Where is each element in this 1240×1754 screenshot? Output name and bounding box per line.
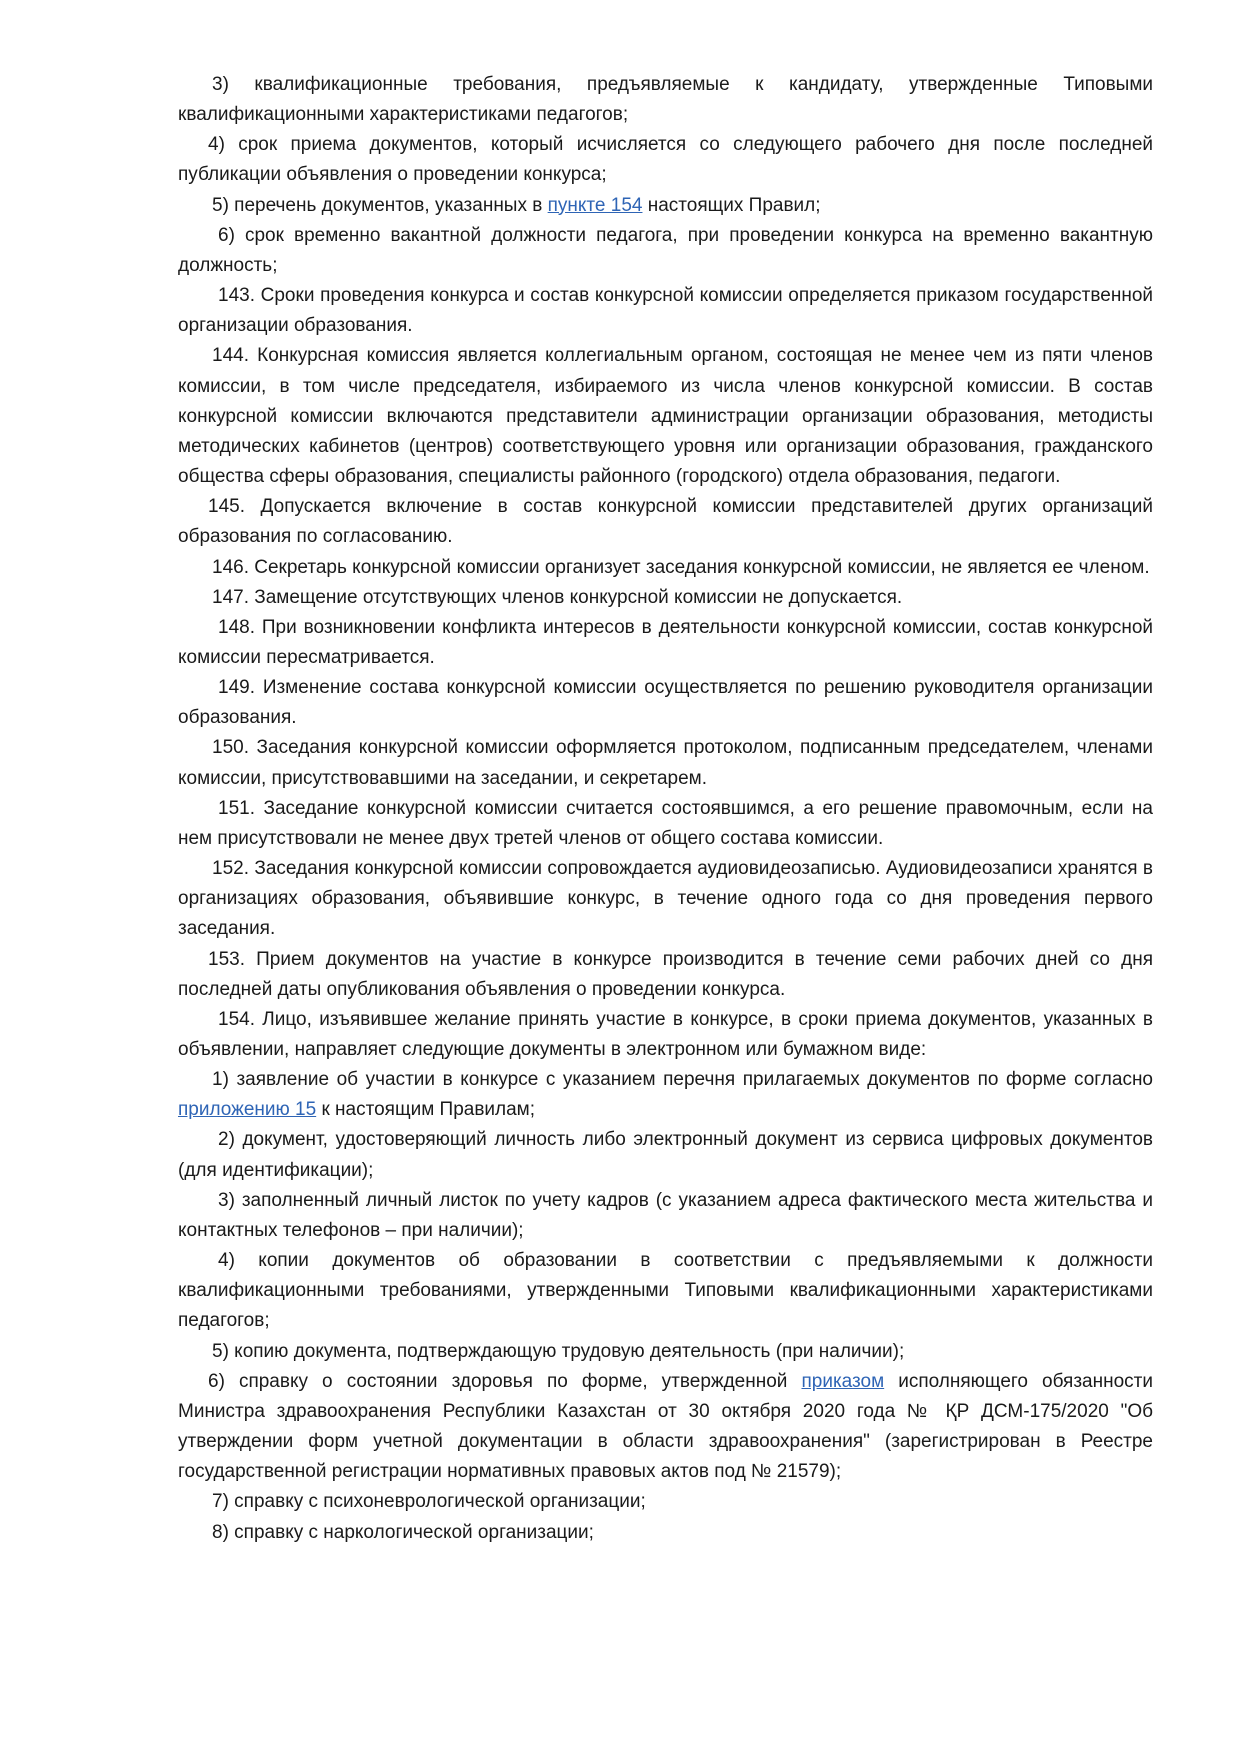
document-item-5: 5) копию документа, подтверждающую трудовую деятельность (при наличии); [212,1340,905,1362]
document-item-8: 8) справку с наркологической организации; [212,1521,594,1543]
document-item-6-text-after: исполняющего обязанности Министра здравоохранения Республики Казахстан от 30 октября 2020 года № ҚР ДСМ-175/2020 "Об утверждении форм учетной документации в области здравоохранения" (зарегистрирован в Реестре государственной регистрации нормативных правовых актов под № 21579); [178,1370,1153,1483]
clause-153: 153. Прием документов на участие в конкурсе производится в течение семи рабочих дней со дня последней даты опубликования объявления о проведении конкурса. [178,948,1153,1000]
clause-143: 143. Сроки проведения конкурса и состав конкурсной комиссии определяется приказом государственной организации образования. [178,285,1153,337]
document-item-3: 3) заполненный личный листок по учету кадров (с указанием адреса фактического места жительства и контактных телефонов – при наличии); [178,1189,1153,1241]
list-item-6: 6) срок временно вакантной должности педагога, при проведении конкурса на временно вакантную должность; [178,224,1153,276]
document-body [178,70,1153,1548]
clause-148: 148. При возникновении конфликта интересов в деятельности конкурсной комиссии, состав конкурсной комиссии пересматривается. [178,616,1153,668]
document-item-1-text-after: к настоящим Правилам; [316,1099,536,1121]
document-item-7: 7) справку с психоневрологической организации; [212,1491,646,1513]
document-item-6 [178,1367,1153,1488]
document-item-2: 2) документ, удостоверяющий личность либо электронный документ из сервиса цифровых документов (для идентификации); [178,1129,1153,1181]
link-appendix-15[interactable]: приложению 15 [178,1099,317,1121]
clause-144: 144. Конкурсная комиссия является коллегиальным органом, состоящая не менее чем из пяти членов комиссии, в том числе председателя, избираемого из числа членов конкурсной комиссии. В состав конкурсной комиссии включаются представители администрации организации образования, методисты методических кабинетов (центров) соответствующего уровня или организации образования, гражданского общества сферы образования, специалисты районного (городского) отдела образования, педагоги. [178,345,1153,488]
list-item-4: 4) срок приема документов, который исчисляется со следующего рабочего дня после последней публикации объявления о проведении конкурса; [178,134,1153,186]
list-item-3: 3) квалификационные требования, предъявляемые к кандидату, утвержденные Типовыми квалификационными характеристиками педагогов; [178,74,1153,126]
list-item-5-text-before: 5) перечень документов, указанных в [212,194,548,216]
clause-149: 149. Изменение состава конкурсной комиссии осуществляется по решению руководителя организации образования. [178,677,1153,729]
clause-154: 154. Лицо, изъявившее желание принять участие в конкурсе, в сроки приема документов, указанных в объявлении, направляет следующие документы в электронном или бумажном виде: [178,1008,1153,1060]
clause-147: 147. Замещение отсутствующих членов конкурсной комиссии не допускается. [212,586,903,608]
link-order[interactable]: приказом [801,1370,885,1392]
clause-146: 146. Секретарь конкурсной комиссии организует заседания конкурсной комиссии, не является ее членом. [212,556,1150,578]
document-item-6-text-before: 6) справку о состоянии здоровья по форме, утвержденной [208,1370,802,1392]
clause-150: 150. Заседания конкурсной комиссии оформляется протоколом, подписанным председателем, членами комиссии, присутствовавшими на заседании, и секретарем. [178,737,1153,789]
clause-145: 145. Допускается включение в состав конкурсной комиссии представителей других организаций образования по согласованию. [178,496,1153,548]
list-item-5 [178,191,1153,221]
document-item-1-text-before: 1) заявление об участии в конкурсе с указанием перечня прилагаемых документов по форме согласно [212,1069,1153,1091]
clause-151: 151. Заседание конкурсной комиссии считается состоявшимся, а его решение правомочным, если на нем присутствовали не менее двух третей членов от общего состава комиссии. [178,797,1153,849]
clause-152: 152. Заседания конкурсной комиссии сопровождается аудиовидеозаписью. Аудиовидеозаписи хранятся в организациях образования, объявившие конкурс, в течение одного года со дня проведения первого заседания. [178,858,1153,940]
document-item-4: 4) копии документов об образовании в соответствии с предъявляемыми к должности квалификационными требованиями, утвержденными Типовыми квалификационными характеристиками педагогов; [178,1250,1153,1332]
link-punkt-154[interactable]: пункте 154 [547,194,643,216]
document-item-1 [178,1065,1153,1125]
list-item-5-text-after: настоящих Правил; [642,194,821,216]
